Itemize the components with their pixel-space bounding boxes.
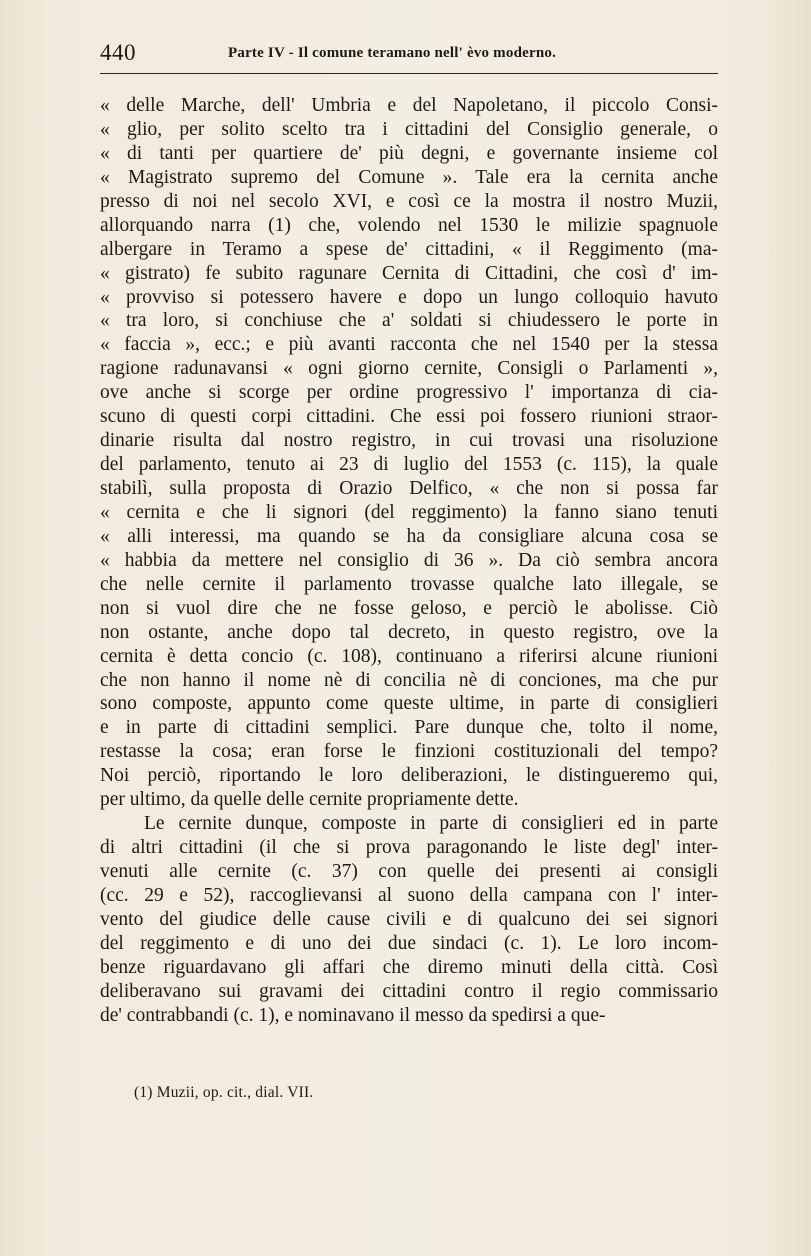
text-line: non ostante, anche dopo tal decreto, in questo registro, ove la bbox=[100, 621, 718, 643]
text-line: allorquando narra (1) che, volendo nel 1530 le milizie spagnuole bbox=[100, 214, 718, 236]
text-line: « gistrato) fe subito ragunare Cernita di Cittadini, che così d' im- bbox=[100, 262, 718, 284]
text-line: ragione radunavansi « ogni giorno cernite, Consigli o Parlamenti », bbox=[100, 358, 718, 380]
text-line: benze riguardavano gli affari che diremo minuti della città. Così bbox=[100, 956, 718, 978]
header-rule bbox=[100, 73, 718, 74]
text-line: Le cernite dunque, composte in parte di consiglieri ed in parte bbox=[144, 813, 718, 835]
text-line: ove anche si scorge per ordine progressivo l' importanza di cia- bbox=[100, 382, 718, 404]
text-line: deliberavano sui gravami dei cittadini contro il regio commissario bbox=[100, 980, 718, 1002]
footnote: (1) Muzii, op. cit., dial. VII. bbox=[134, 1084, 314, 1101]
text-line: « tra loro, si conchiuse che a' soldati si chiudessero le porte in bbox=[100, 310, 718, 332]
body-text bbox=[100, 94, 718, 1028]
text-line: e in parte di cittadini semplici. Pare dunque che, tolto il nome, bbox=[100, 717, 718, 739]
text-line: venuti alle cernite (c. 37) con quelle dei presenti ai consigli bbox=[100, 861, 718, 882]
running-head: Parte IV - Il comune teramano nell' èvo moderno. bbox=[228, 45, 557, 61]
text-line: albergare in Teramo a spese de' cittadini, « il Reggimento (ma- bbox=[100, 238, 718, 260]
text-line: de' contrabbandi (c. 1), e nominavano il messo da spedirsi a que- bbox=[100, 1004, 606, 1026]
text-line: di altri cittadini (il che si prova paragonando le liste degl' inter- bbox=[100, 837, 718, 859]
text-line: « habbia da mettere nel consiglio di 36 ». Da ciò sembra ancora bbox=[100, 549, 718, 571]
text-line: « faccia », ecc.; e più avanti racconta che nel 1540 per la stessa bbox=[100, 334, 718, 356]
text-line: vento del giudice delle cause civili e di qualcuno dei sei signori bbox=[100, 908, 718, 930]
text-line: scuno di questi corpi cittadini. Che essi poi fossero riunioni straor- bbox=[100, 406, 718, 428]
text-line: che nelle cernite il parlamento trovasse qualche lato illegale, se bbox=[100, 573, 718, 595]
text-line: Noi perciò, riportando le loro deliberazioni, le distingueremo qui, bbox=[100, 765, 718, 787]
text-line: « alli interessi, ma quando se ha da consigliare alcuna cosa se bbox=[100, 525, 718, 547]
text-line: « Magistrato supremo del Comune ». Tale era la cernita anche bbox=[100, 166, 718, 188]
text-line: stabilì, sulla proposta di Orazio Delfico, « che non si possa far bbox=[100, 478, 718, 499]
page-header bbox=[100, 40, 718, 76]
text-line: del parlamento, tenuto ai 23 di luglio del 1553 (c. 115), la quale bbox=[100, 454, 718, 476]
text-line: che non hanno il nome nè di concilia nè di conciones, ma che pur bbox=[100, 669, 718, 691]
text-line: presso di noi nel secolo XVI, e così ce la mostra il nostro Muzii, bbox=[100, 190, 718, 212]
text-line: « di tanti per quartiere de' più degni, e governante insieme col bbox=[100, 142, 718, 164]
text-line: non si vuol dire che ne fosse geloso, e perciò le abolisse. Ciò bbox=[100, 597, 718, 619]
text-line: (cc. 29 e 52), raccoglievansi al suono della campana con l' inter- bbox=[100, 884, 718, 906]
text-line: del reggimento e di uno dei due sindaci (c. 1). Le loro incom- bbox=[100, 932, 718, 954]
text-line: « cernita e che li signori (del reggimento) la fanno siano tenuti bbox=[100, 501, 718, 523]
text-line: cernita è detta concio (c. 108), continuano a riferirsi alcune riunioni bbox=[100, 645, 718, 667]
text-line: « glio, per solito scelto tra i cittadini del Consiglio generale, o bbox=[100, 118, 718, 140]
text-line: « delle Marche, dell' Umbria e del Napoletano, il piccolo Consi- bbox=[100, 95, 718, 116]
text-line: sono composte, appunto come queste ultime, in parte di consiglieri bbox=[100, 693, 718, 715]
text-line: « provviso si potessero havere e dopo un lungo colloquio havuto bbox=[100, 286, 718, 308]
text-line: restasse la cosa; eran forse le finzioni costituzionali del tempo? bbox=[100, 741, 718, 763]
text-line: dinarie risulta dal nostro registro, in cui trovasi una risoluzione bbox=[100, 430, 718, 452]
page-number: 440 bbox=[100, 40, 136, 65]
text-line: per ultimo, da quelle delle cernite propriamente dette. bbox=[100, 789, 519, 811]
